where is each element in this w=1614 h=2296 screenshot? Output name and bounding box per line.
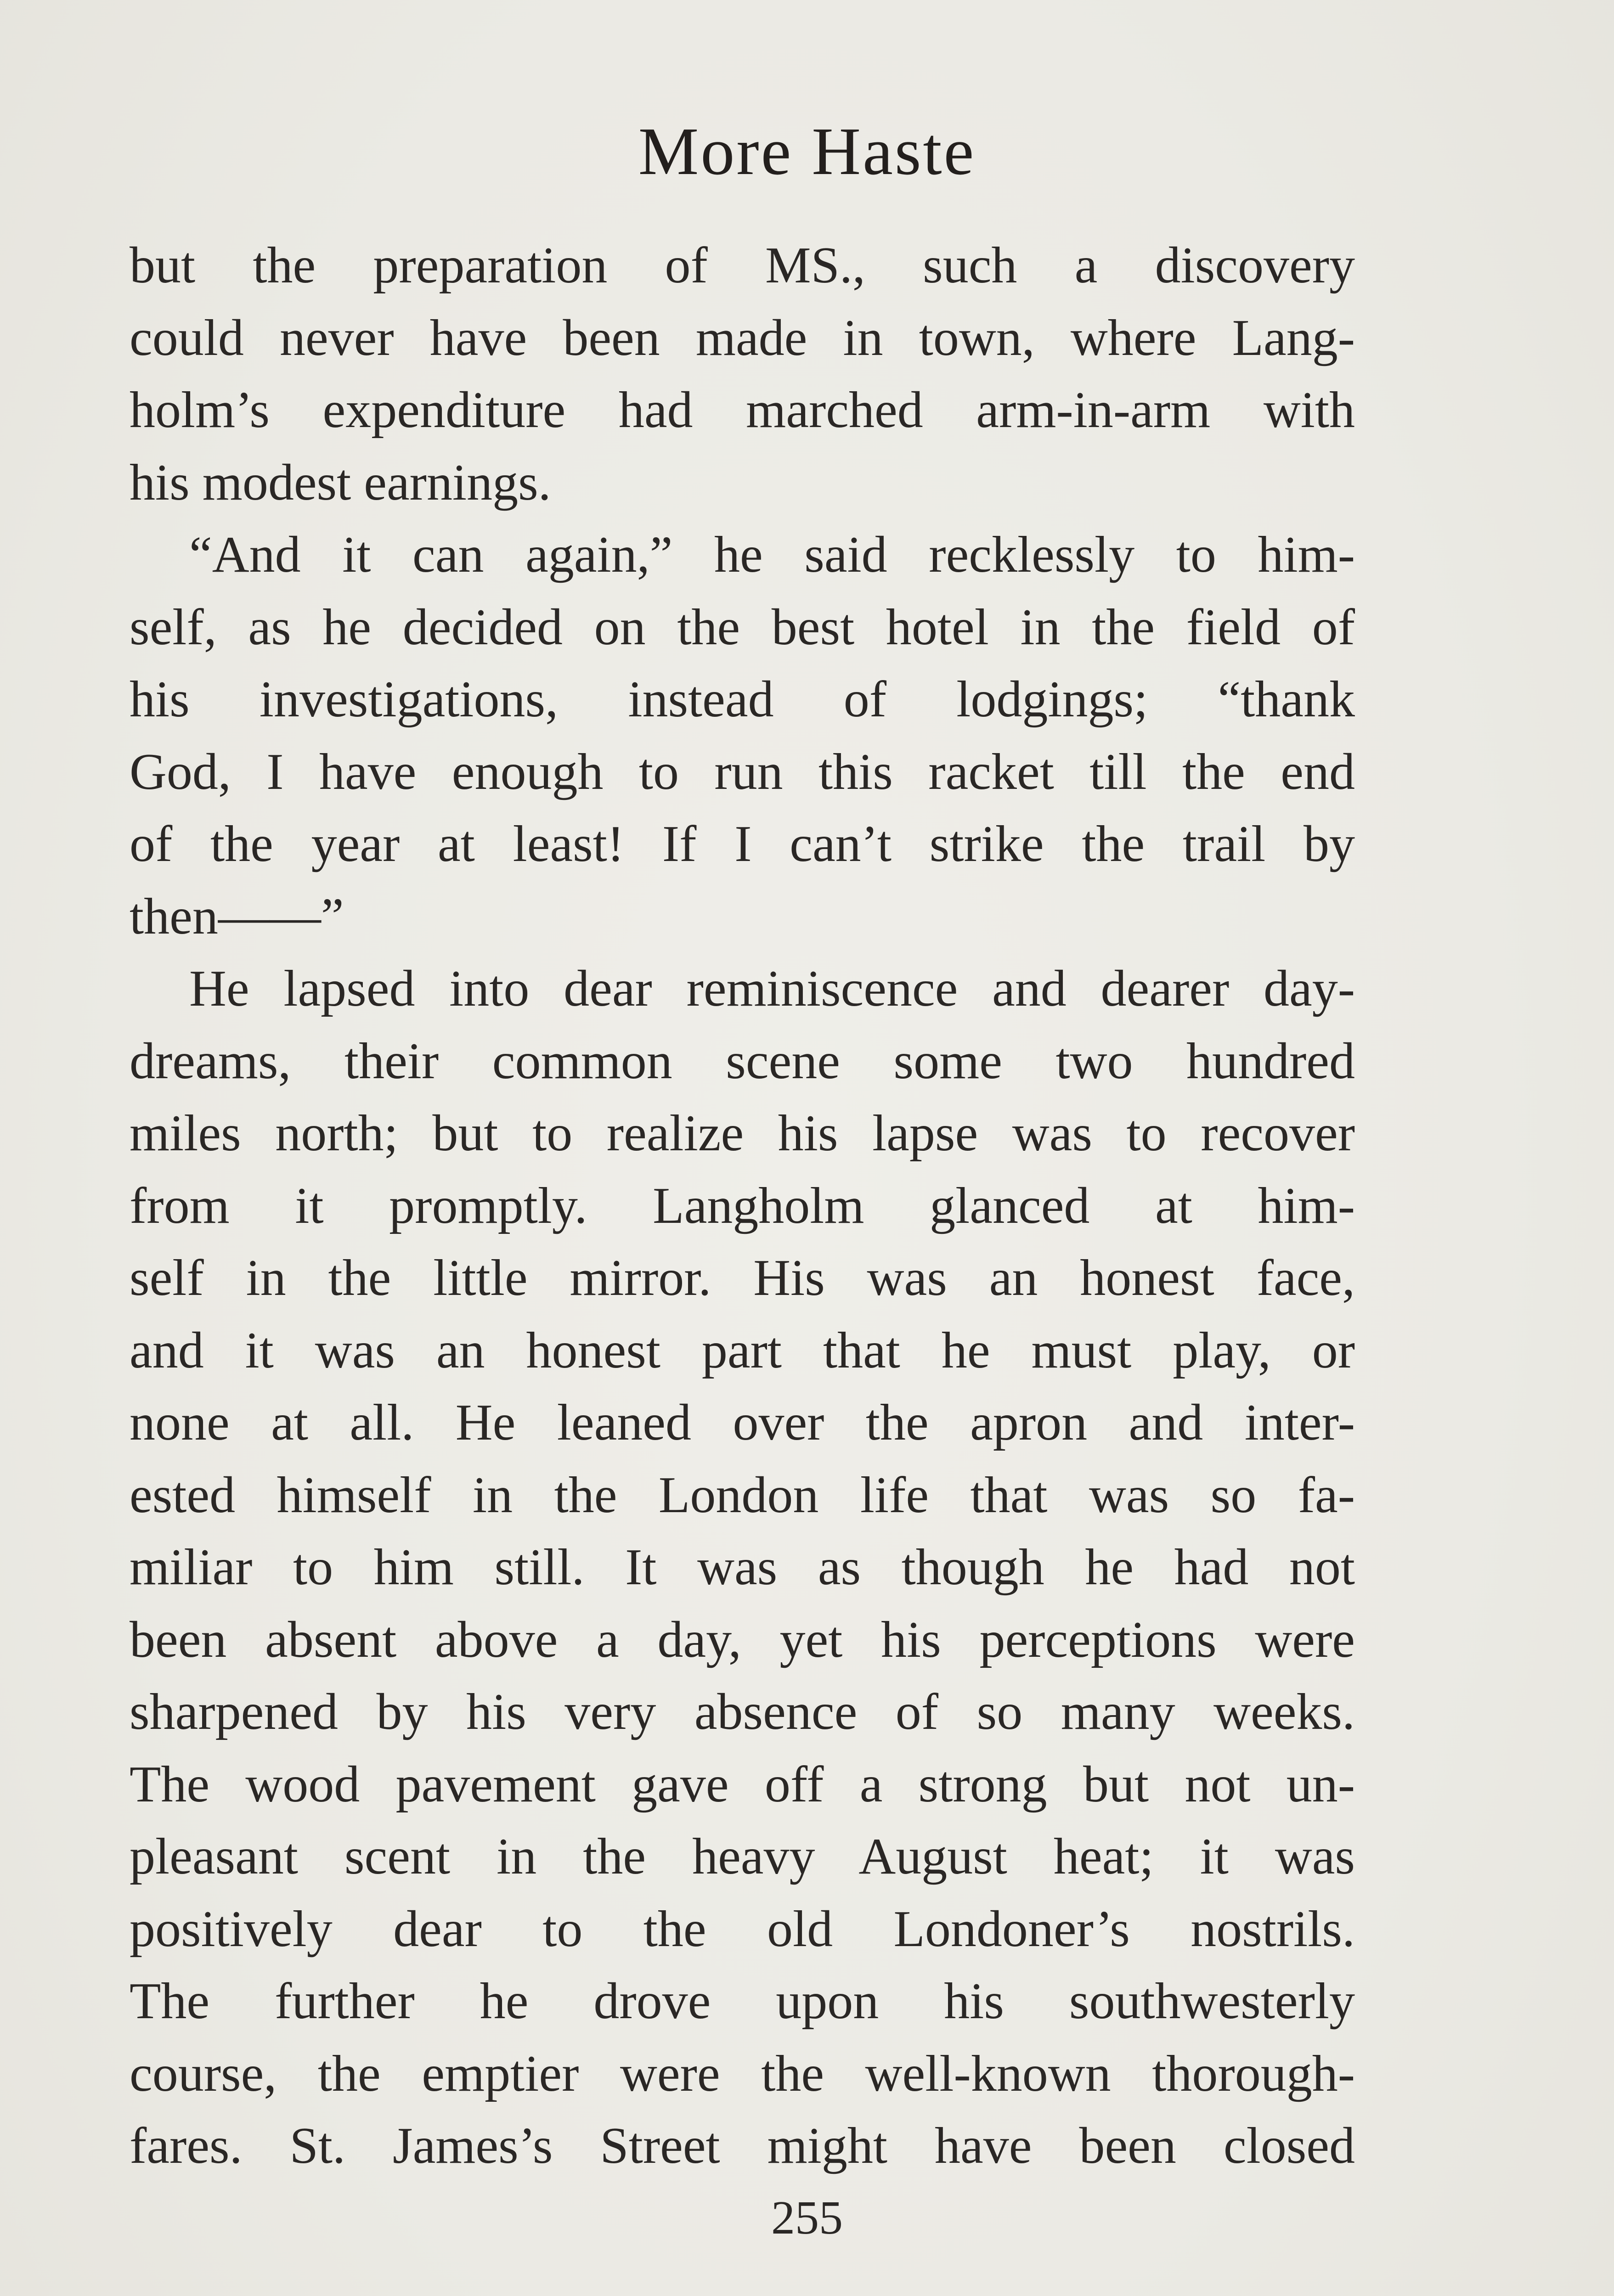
text-line: of the year at least! If I can’t strike the trail by [130, 816, 1355, 872]
text-line: The further he drove upon his southwesterly [130, 1973, 1355, 2030]
text-line: his investigations, instead of lodgings; “thank [130, 671, 1355, 728]
text-line: and it was an honest part that he must play, or [130, 1322, 1355, 1379]
text-line: pleasant scent in the heavy August heat; it was [130, 1828, 1355, 1885]
text-line: self in the little mirror. His was an honest face, [130, 1249, 1355, 1306]
text-line: sharpened by his very absence of so many weeks. [130, 1683, 1355, 1740]
text-line: his modest earnings. [130, 454, 551, 511]
text-line: “And it can again,” he said recklessly to him- [189, 526, 1355, 583]
running-header: More Haste [638, 114, 976, 189]
body-text [130, 230, 1355, 2183]
text-line: The wood pavement gave off a strong but not un- [130, 1756, 1355, 1813]
text-line: miles north; but to realize his lapse was to recover [130, 1105, 1355, 1162]
page-number: 255 [771, 2191, 843, 2244]
text-line: fares. St. James’s Street might have been closed [130, 2117, 1355, 2174]
text-line: ested himself in the London life that was so fa- [130, 1466, 1355, 1524]
text-line: none at all. He leaned over the apron and inter- [130, 1394, 1355, 1451]
text-line: but the preparation of MS., such a discovery [130, 237, 1355, 294]
text-line: holm’s expenditure had marched arm-in-arm with [130, 382, 1355, 439]
text-line: from it promptly. Langholm glanced at him- [130, 1177, 1355, 1234]
text-line: could never have been made in town, where Lang- [130, 309, 1355, 366]
text-line: positively dear to the old Londoner’s nostrils. [130, 1900, 1355, 1958]
text-line: He lapsed into dear reminiscence and dearer day- [189, 960, 1355, 1017]
text-line: then——” [130, 888, 344, 945]
text-line: course, the emptier were the well-known thorough- [130, 2045, 1355, 2102]
text-line: miliar to him still. It was as though he had not [130, 1539, 1355, 1596]
text-line: God, I have enough to run this racket till the end [130, 743, 1355, 800]
text-line: dreams, their common scene some two hundred [130, 1032, 1355, 1090]
text-line: been absent above a day, yet his perceptions were [130, 1611, 1355, 1668]
text-line: self, as he decided on the best hotel in the field of [130, 598, 1355, 656]
